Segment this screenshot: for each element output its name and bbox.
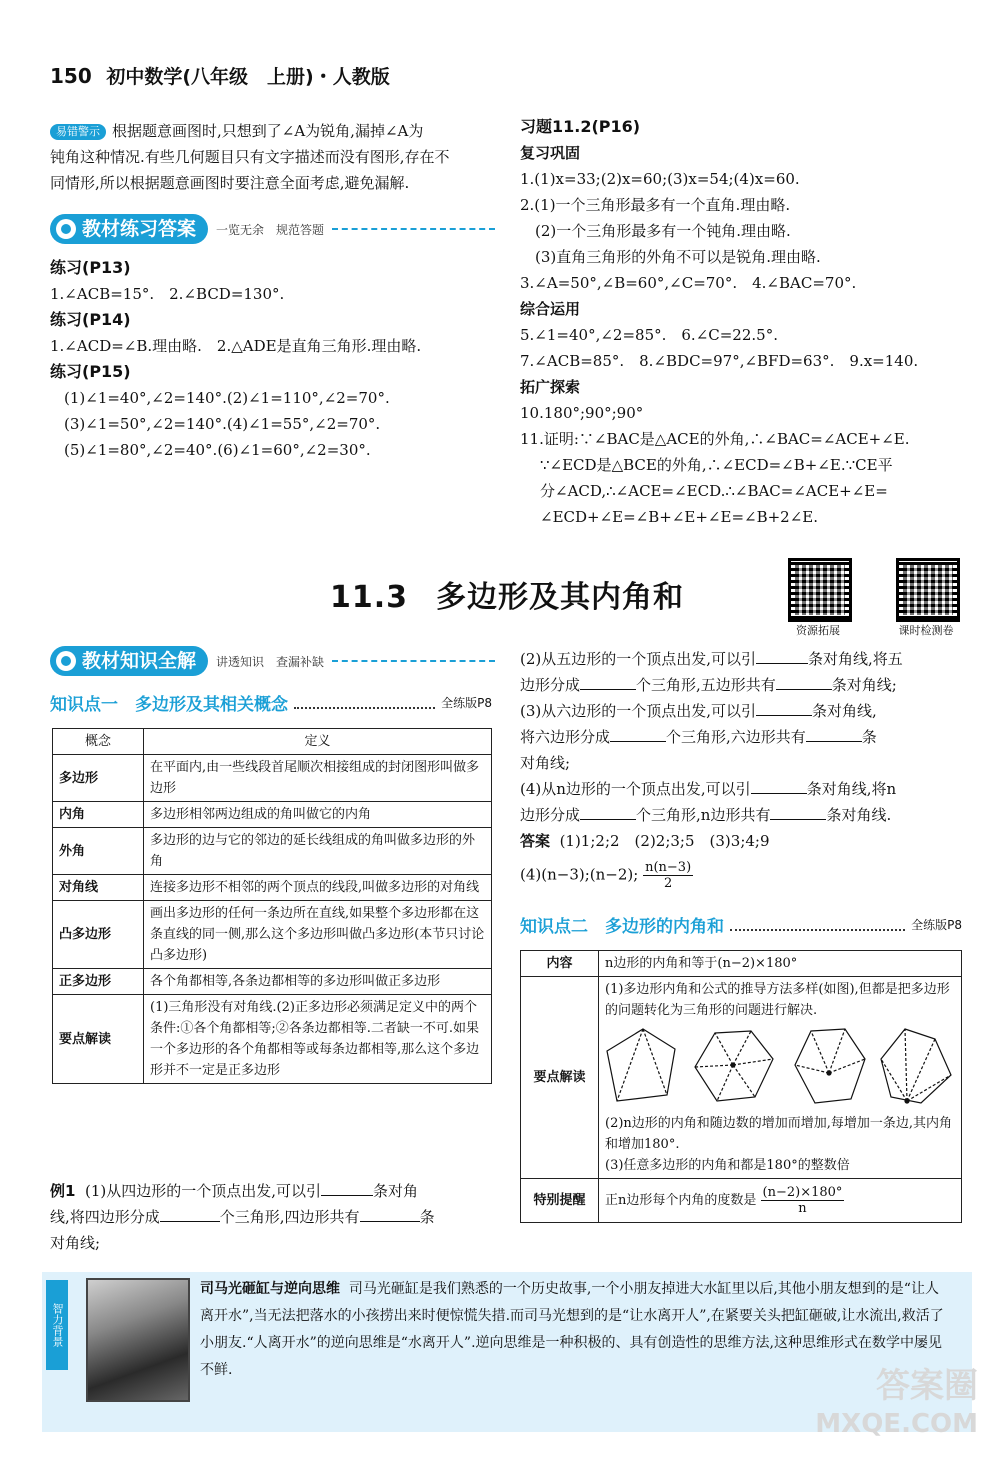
practice-p15-line: (1)∠1=40°,∠2=140°.(2)∠1=110°,∠2=70°. bbox=[64, 389, 390, 407]
review-line: (3)直角三角形的外角不可以是锐角.理由略. bbox=[520, 248, 821, 266]
exercise-answers bbox=[520, 114, 965, 530]
answer-blank[interactable] bbox=[580, 689, 636, 690]
knowledge-banner-sub: 讲透知识 查漏补缺 bbox=[216, 654, 325, 669]
kp1-label: 知识点一 多边形及其相关概念 bbox=[50, 695, 288, 715]
apply-line: 5.∠1=40°,∠2=85°. 6.∠C=22.5°. bbox=[520, 326, 778, 344]
answer-blank[interactable] bbox=[770, 819, 826, 820]
qr-resource[interactable] bbox=[778, 558, 858, 638]
practice-p13-line: 1.∠ACB=15°. 2.∠BCD=130°. bbox=[50, 285, 285, 303]
table-row: 要点解读 (1)多边形内角和公式的推导方法多样(如图),但都是把多边形的问题转化为三角形的问题进行解决. (2)n边形的内角和随边数的增加而增加,每增加一条边,其内角和增加180°. (3)任意多边形的内角和都是180°的整数倍 bbox=[521, 977, 962, 1179]
section-title bbox=[330, 572, 684, 616]
review-line: 3.∠A=50°,∠B=60°,∠C=70°. 4.∠BAC=70°. bbox=[520, 274, 857, 292]
answer-blank[interactable] bbox=[756, 715, 812, 716]
fraction: $\frac{(n-2)\times 180^\circ}{n}$ bbox=[762, 1185, 843, 1216]
answer-line-2: (4)(n−3);(n−2); $\frac{n(n-3)}{2}$ bbox=[520, 860, 692, 891]
page-number: 150 bbox=[50, 64, 92, 88]
concept-table bbox=[52, 728, 492, 1084]
answer-blank[interactable] bbox=[160, 1221, 220, 1222]
review-title: 复习巩固 bbox=[520, 144, 581, 162]
banner-divider bbox=[332, 660, 495, 662]
polygon-diagrams bbox=[605, 1021, 955, 1113]
story-photo bbox=[86, 1278, 190, 1402]
tip-title: 司马光砸缸与逆向思维 bbox=[200, 1281, 340, 1297]
warning-line-2: 钝角这种情况.有些几何题目只有文字描述而没有图形,存在不 bbox=[50, 148, 450, 166]
table-row: 对角线 连接多边形不相邻的两个顶点的线段,叫做多边形的对角线 bbox=[53, 875, 492, 901]
table-row: 凸多边形 画出多边形的任何一条边所在直线,如果整个多边形都在这条直线的同一侧,那么这个多边形叫做凸多边形(本节只讨论凸多边形) bbox=[53, 901, 492, 969]
extend-line: ∠ECD+∠E=∠B+∠E+∠E=∠B+2∠E. bbox=[540, 508, 818, 526]
review-line: 2.(1)一个三角形最多有一个直角.理由略. bbox=[520, 196, 791, 214]
answer-line: (1)1;2;2 (2)2;3;5 (3)3;4;9 bbox=[559, 832, 770, 850]
kp2-heading bbox=[520, 912, 962, 937]
answer-blank[interactable] bbox=[756, 663, 808, 664]
answers-banner-sub: 一览无余 规范答题 bbox=[216, 222, 325, 237]
polygon-diagram-2 bbox=[695, 1031, 773, 1101]
table-row: 正多边形 各个角都相等,各条边都相等的多边形叫做正多边形 bbox=[53, 969, 492, 995]
kp2-ref: 全练版P8 bbox=[911, 918, 962, 932]
kp2-label: 知识点二 多边形的内角和 bbox=[520, 917, 724, 937]
practice-p15-title: 练习(P15) bbox=[50, 362, 131, 381]
practice-p15-line: (3)∠1=50°,∠2=140°.(4)∠1=55°,∠2=70°. bbox=[64, 415, 381, 433]
practice-p14-title: 练习(P14) bbox=[50, 310, 131, 329]
answer-blank[interactable] bbox=[360, 1221, 420, 1222]
kp1-ref: 全练版P8 bbox=[441, 696, 492, 710]
kp1-heading bbox=[50, 690, 492, 715]
answers-banner-title: 教材练习答案 bbox=[82, 218, 197, 240]
practice-p15-line: (5)∠1=80°,∠2=40°.(6)∠1=60°,∠2=30°. bbox=[64, 441, 371, 459]
answer-blank[interactable] bbox=[776, 689, 832, 690]
page-header bbox=[50, 62, 390, 89]
fraction: $\frac{n(n-3)}{2}$ bbox=[645, 860, 692, 891]
warning-line-1: 易错警示 根据题意画图时,只想到了∠A为锐角,漏掉∠A为 bbox=[50, 118, 498, 144]
practice-p14-line: 1.∠ACD=∠B.理由略. 2.△ADE是直角三角形.理由略. bbox=[50, 337, 422, 355]
answer-blank[interactable] bbox=[321, 1195, 373, 1196]
polygon-diagram-1 bbox=[607, 1029, 675, 1101]
speaker-icon bbox=[56, 651, 76, 671]
table-row: 内角 多边形相邻两边组成的角叫做它的内角 bbox=[53, 802, 492, 828]
table-row: 要点解读 (1)三角形没有对角线.(2)正多边形必须满足定义中的两个条件:①各个角都相等;②各条边都相等.二者缺一不可.如果一个多边形的各个角都相等或每条边都相等,那么这个多边形并不一定是正多边形 bbox=[53, 995, 492, 1084]
practice-p13-title: 练习(P13) bbox=[50, 258, 131, 277]
warning-block bbox=[50, 118, 498, 196]
table-row: 外角 多边形的边与它的邻边的延长线组成的角叫做多边形的外角 bbox=[53, 828, 492, 875]
qr-code-icon bbox=[896, 558, 960, 622]
table-header: 定义 bbox=[144, 729, 492, 755]
answer-blank[interactable] bbox=[580, 819, 636, 820]
table-row: 特别提醒 正n边形每个内角的度数是 $\frac{(n-2)\times 180^\circ}{n}$ bbox=[521, 1179, 962, 1223]
polygon-diagram-4 bbox=[881, 1029, 951, 1103]
example1: 例1 (1)从四边形的一个顶点出发,可以引 条对角 线,将四边形分成 个三角形,四边形共有 条 对角线; bbox=[50, 1182, 435, 1252]
tip-tag: 智力背景 bbox=[46, 1280, 68, 1370]
extend-line: ∵∠ECD是△BCE的外角,∴∠ECD=∠B+∠E.∵CE平 bbox=[540, 456, 893, 474]
section-name: 多边形及其内角和 bbox=[436, 580, 685, 615]
practice-answers bbox=[50, 255, 498, 463]
example-label: 例1 bbox=[50, 1182, 76, 1200]
interior-angle-table bbox=[520, 950, 962, 1223]
answer-label: 答案 bbox=[520, 832, 551, 850]
example1-continued: (2)从五边形的一个顶点出发,可以引 条对角线,将五 边形分成 个三角形,五边形共有 条对角线; (3)从六边形的一个顶点出发,可以引 条对角线, 将六边形分成 个三角形,六边形共有 条 对角线; (4)从n边形的一个顶点出发,可以引 条对角线,将n 边形分成 个三角形,n边形共有 条对角线. 答案 (1)1;2;2 (2)2;3;5 (3)3;4;9 (4)(n−3);(n−2); $\frac{n(n-3)}{2}$ bbox=[520, 646, 965, 891]
extend-line: 分∠ACD,∴∠ACE=∠ECD.∴∠BAC=∠ACE+∠E= bbox=[540, 482, 888, 500]
knowledge-banner-title: 教材知识全解 bbox=[82, 650, 197, 672]
qr-test[interactable] bbox=[886, 558, 966, 638]
polygon-diagram-3 bbox=[795, 1029, 865, 1103]
table-header: 概念 bbox=[53, 729, 144, 755]
extend-title: 拓广探索 bbox=[520, 378, 581, 396]
apply-line: 7.∠ACB=85°. 8.∠BDC=97°,∠BFD=63°. 9.x=140. bbox=[520, 352, 919, 370]
knowledge-banner bbox=[50, 646, 495, 676]
warning-badge: 易错警示 bbox=[50, 124, 106, 140]
tip-body: 司马光砸缸是我们熟悉的一个历史故事,一个小朋友掉进大水缸里以后,其他小朋友想到的是“让人离开水”,当无法把落水的小孩捞出来时便惊慌失措.而司马光想到的是“让水离开人”,在紧要关头把缸砸破,让水流出,救活了小朋友.“人离开水”的逆向思维是“水离开人”.逆向思维是一种积极的、具有创造性的思维方法,这种思维形式在数学中屡见不鲜. bbox=[200, 1281, 944, 1378]
section-number: 11.3 bbox=[330, 580, 409, 615]
extend-line: 11.证明:∵∠BAC是△ACE的外角,∴∠BAC=∠ACE+∠E. bbox=[520, 430, 910, 448]
extend-line: 10.180°;90°;90° bbox=[520, 404, 644, 422]
book-title: 初中数学(八年级 上册)・人教版 bbox=[106, 66, 390, 88]
answer-blank[interactable] bbox=[610, 741, 666, 742]
exercise-title: 习题11.2(P16) bbox=[520, 117, 641, 136]
speaker-icon bbox=[56, 219, 76, 239]
answer-blank[interactable] bbox=[751, 793, 807, 794]
qr-resource-caption: 资源拓展 bbox=[796, 624, 840, 637]
apply-title: 综合运用 bbox=[520, 300, 581, 318]
answer-blank[interactable] bbox=[806, 741, 862, 742]
review-line: 1.(1)x=33;(2)x=60;(3)x=54;(4)x=60. bbox=[520, 170, 800, 188]
table-row: 内容 n边形的内角和等于(n−2)×180° bbox=[521, 951, 962, 977]
watermark: 答案圈 MXQE.COM bbox=[815, 1366, 978, 1439]
banner-divider bbox=[332, 228, 495, 230]
qr-test-caption: 课时检测卷 bbox=[898, 624, 954, 637]
answers-banner bbox=[50, 214, 495, 244]
review-line: (2)一个三角形最多有一个钝角.理由略. bbox=[520, 222, 791, 240]
warning-line-3: 同情形,所以根据题意画图时要注意全面考虑,避免漏解. bbox=[50, 174, 410, 192]
table-row: 多边形 在平面内,由一些线段首尾顺次相接组成的封闭图形叫做多边形 bbox=[53, 755, 492, 802]
qr-code-icon bbox=[788, 558, 852, 622]
